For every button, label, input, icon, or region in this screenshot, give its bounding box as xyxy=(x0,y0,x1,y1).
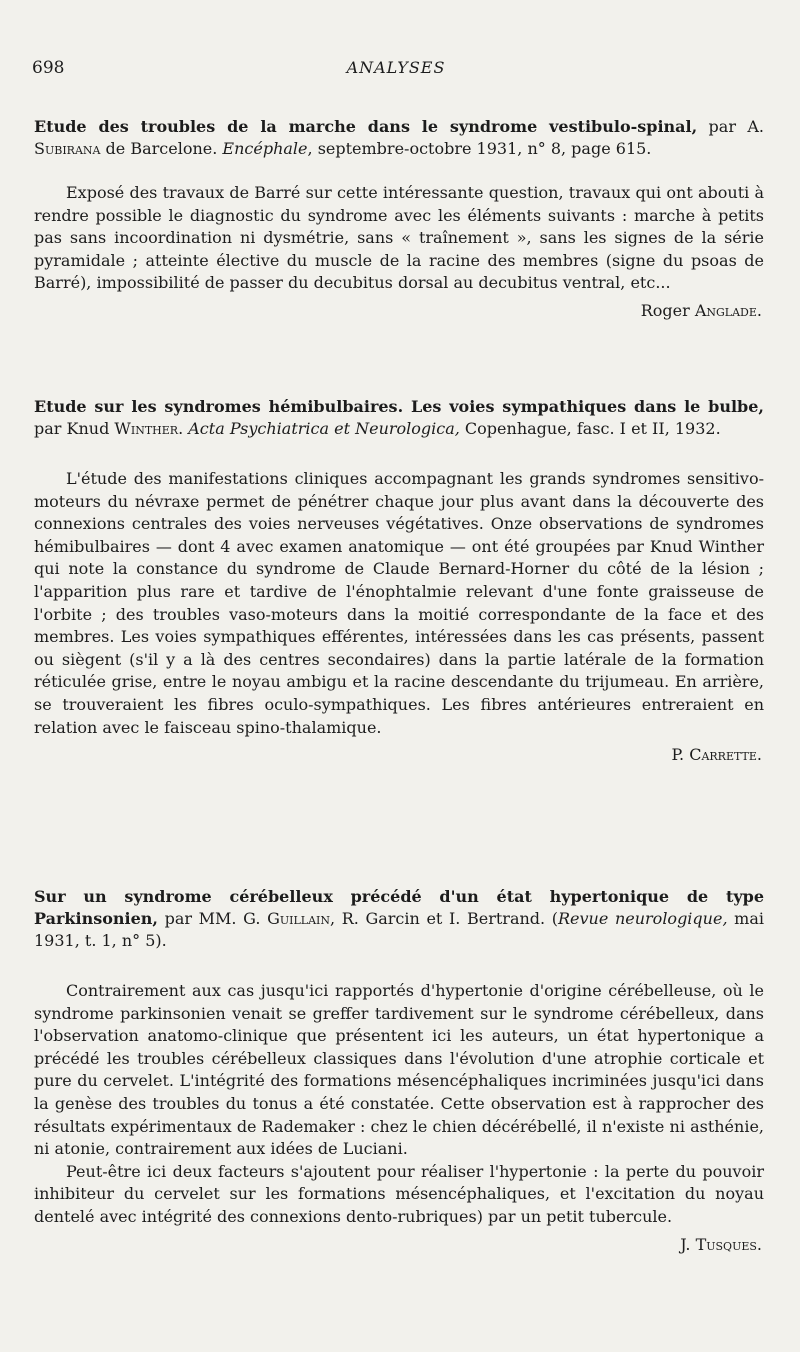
journal-name: Acta Psychiatrica et Neurologica, xyxy=(188,419,460,438)
journal-name: Revue neurologique, xyxy=(558,909,728,928)
paragraph: Contrairement aux cas jusqu'ici rapportés d'hypertonie d'origine cérébelleuse, où le syndrome parkinsonien venait se greffer tardivement sur le syndrome cérébelleux, dans l'observation anatomo-clinique que présentent ici les auteurs, un état hypertonique a précédé les troubles cérébelleux classiques dans l'évolution d'une atrophie corticale et pure du cervelet. L'intégrité des formations mésencéphaliques incriminées jusqu'ici dans la genèse des troubles du tonus a été constatée. Cette observation est à rapprocher des résultats expérimentaux de Rademaker : chez le chien décérébellé, il n'existe ni asthénie, ni atonie, contrairement aux idées de Luciani. xyxy=(34,981,764,1159)
page-number: 698 xyxy=(32,58,65,78)
reviewer-last: Carrette. xyxy=(689,745,762,765)
title-after-author: de Barcelone. xyxy=(100,139,223,158)
title-by: par Knud xyxy=(34,419,115,438)
paragraph: Exposé des travaux de Barré sur cette intéressante question, travaux qui ont abouti à rendre possible le diagnostic du syndrome avec les éléments suivants : marche à petits pas sans incoordination ni dysmétrie, sans « traînement », sans les signes de la série pyramidale ; atteinte élective du muscle de la racine des membres (signe du psoas de Barré), impossibilité de passer du decubitus dorsal au decubitus ventral, etc... xyxy=(34,183,764,293)
article-1 xyxy=(34,116,764,320)
reviewer-last: Tusques. xyxy=(695,1234,762,1254)
article-title xyxy=(34,396,764,440)
author-name: Guillain xyxy=(267,909,330,928)
article-body xyxy=(34,182,764,295)
paragraph: L'étude des manifestations cliniques accompagnant les grands syndromes sensitivo-moteurs du névraxe permet de pénétrer chaque jour plus avant dans la découverte des connexions centrales des voies nerveuses végétatives. Onze observations de syndromes hémibulbaires — dont 4 avec examen anatomique — ont été groupées par Knud Winther qui note la constance du syndrome de Claude Bernard-Horner du côté de la lésion ; l'apparition plus rare et tardive de l'énophtalmie relevant d'une fonte graisseuse de l'orbite ; des troubles vaso-moteurs dans la moitié correspondante de la face et des membres. Les voies sympathiques efférentes, intéressées dans les cas présents, passent ou siègent (s'il y a là des centres secondaires) dans la partie latérale de la formation réticulée grise, entre le noyau ambigu et la racine descendante du trijumeau. En arrière, se trouveraient les fibres oculo-sympathiques. Les fibres antérieures entreraient en relation avec le faisceau spino-thalamique. xyxy=(34,469,764,737)
article-body xyxy=(34,980,764,1229)
reference: , septembre-octobre 1931, n° 8, page 615. xyxy=(307,139,652,158)
article-title xyxy=(34,886,764,952)
article-3 xyxy=(34,886,764,1254)
article-heading: Sur un syndrome cérébelleux précédé d'un état hypertonique de type Parkinsonien, xyxy=(34,887,764,928)
title-by: par MM. G. xyxy=(157,909,268,928)
reviewer-signature xyxy=(34,301,764,320)
reviewer-signature xyxy=(34,745,764,764)
reviewer-last: Anglade. xyxy=(694,300,762,320)
article-heading: Etude des troubles de la marche dans le syndrome vestibulo-spinal, xyxy=(34,117,698,136)
paragraph: Peut-être ici deux facteurs s'ajoutent pour réaliser l'hypertonie : la perte du pouvoir inhibiteur du cervelet sur les formations mésencéphaliques, et l'excitation du noyau dentelé avec intégrité des connexions dento-rubriques) par un petit tubercule. xyxy=(34,1161,764,1226)
author-name: Winther xyxy=(114,419,179,438)
page-header xyxy=(32,58,760,86)
article-body xyxy=(34,468,764,739)
article-heading: Etude sur les syndromes hémibulbaires. Les voies sympathiques dans le bulbe, xyxy=(34,397,764,416)
title-after-author: , R. Garcin et I. Bertrand. ( xyxy=(329,909,558,928)
reference: Copenhague, fasc. I et II, 1932. xyxy=(459,419,721,438)
article-title xyxy=(34,116,764,160)
reference: mai 1931, t. 1, n° 5). xyxy=(34,909,764,950)
reviewer-first: Roger xyxy=(640,300,695,320)
running-title: ANALYSES xyxy=(346,58,446,77)
reviewer-signature xyxy=(34,1235,764,1254)
reviewer-first: J. xyxy=(680,1234,696,1254)
reviewer-first: P. xyxy=(671,745,690,765)
title-after-author: . xyxy=(178,419,189,438)
title-by: par A. xyxy=(697,117,764,136)
author-name: Subirana xyxy=(34,139,101,158)
journal-name: Encéphale xyxy=(222,139,308,158)
article-2 xyxy=(34,396,764,764)
